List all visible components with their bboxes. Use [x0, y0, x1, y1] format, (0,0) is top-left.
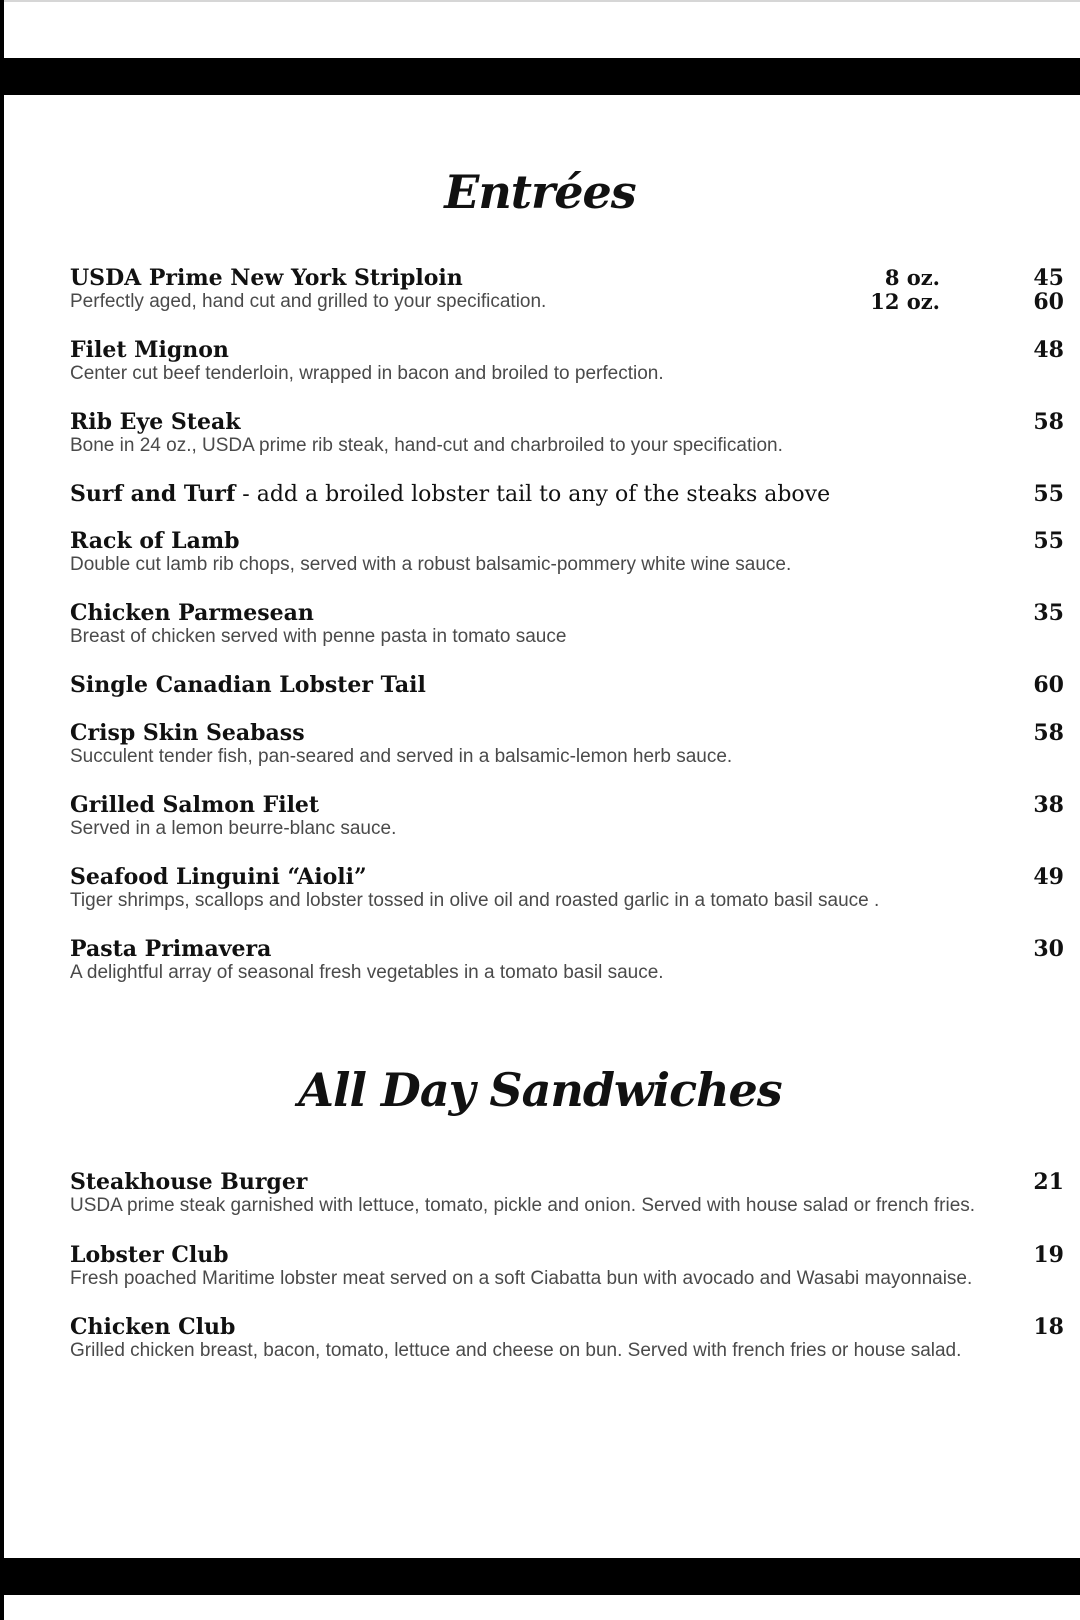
item-price: 49 [1033, 864, 1064, 890]
top-border [0, 0, 1080, 2]
size-label: 8 oz. [884, 265, 940, 290]
left-border [0, 0, 4, 1620]
item-name-main: Surf and Turf [70, 481, 236, 507]
item-price: 45 [1033, 265, 1064, 291]
item-description: Center cut beef tenderloin, wrapped in bacon and broiled to perfection. [70, 363, 664, 384]
menu-item-striploin [70, 265, 1064, 317]
item-description: Bone in 24 oz., USDA prime rib steak, hand-cut and charbroiled to your specification. [70, 435, 783, 456]
menu-item-steakhouse-burger [70, 1169, 1064, 1221]
item-description: Grilled chicken breast, bacon, tomato, lettuce and cheese on bun. Served with french fries or house salad. [70, 1340, 962, 1361]
item-price: 30 [1033, 936, 1064, 962]
item-description: Double cut lamb rib chops, served with a robust balsamic-pommery white wine sauce. [70, 554, 792, 575]
item-name: USDA Prime New York Striploin [70, 265, 463, 291]
menu-item-rack-of-lamb [70, 528, 1064, 580]
top-black-band [0, 58, 1080, 95]
menu-item-salmon [70, 792, 1064, 844]
item-description: Succulent tender fish, pan-seared and served in a balsamic-lemon herb sauce. [70, 746, 733, 767]
item-name: Chicken Parmesean [70, 600, 314, 626]
menu-item-chicken-club [70, 1314, 1064, 1366]
menu-item-surf-and-turf [70, 481, 1064, 511]
item-name: Single Canadian Lobster Tail [70, 672, 426, 698]
item-price: 60 [1033, 672, 1064, 698]
menu-item-seafood-linguini [70, 864, 1064, 916]
item-price: 58 [1033, 409, 1064, 435]
item-name: Grilled Salmon Filet [70, 792, 320, 818]
item-name: Rib Eye Steak [70, 409, 241, 435]
item-price: 55 [1033, 528, 1064, 554]
item-name: Crisp Skin Seabass [70, 720, 305, 746]
sandwiches-heading: All Day Sandwiches [298, 1063, 782, 1117]
entrees-heading: Entrées [444, 165, 636, 219]
menu-item-pasta-primavera [70, 936, 1064, 988]
item-name: Seafood Linguini “Aioli” [70, 864, 367, 890]
menu-item-lobster-tail [70, 672, 1064, 702]
menu-item-filet-mignon [70, 337, 1064, 389]
menu-item-chicken-parmesean [70, 600, 1064, 652]
item-price: 21 [1033, 1169, 1064, 1195]
item-name: Chicken Club [70, 1314, 236, 1340]
item-description: Fresh poached Maritime lobster meat served on a soft Ciabatta bun with avocado and Wasabi mayonnaise. [70, 1268, 973, 1289]
item-price: 38 [1033, 792, 1064, 818]
item-name: Filet Mignon [70, 337, 229, 363]
item-price: 48 [1033, 337, 1064, 363]
item-description: USDA prime steak garnished with lettuce, tomato, pickle and onion. Served with house salad or french fries. [70, 1195, 976, 1216]
item-name [70, 481, 830, 508]
item-description: Breast of chicken served with penne pasta in tomato sauce [70, 626, 567, 647]
item-price: 19 [1033, 1242, 1064, 1268]
item-price: 55 [1033, 481, 1064, 507]
item-name-suffix: - add a broiled lobster tail to any of the steaks above [235, 482, 831, 507]
item-name: Pasta Primavera [70, 936, 272, 962]
menu-item-lobster-club [70, 1242, 1064, 1294]
item-description: Served in a lemon beurre-blanc sauce. [70, 818, 397, 839]
item-description: Perfectly aged, hand cut and grilled to your specification. [70, 291, 547, 312]
menu-item-rib-eye [70, 409, 1064, 461]
menu-item-seabass [70, 720, 1064, 772]
bottom-black-band [0, 1558, 1080, 1595]
size-label: 12 oz. [870, 289, 940, 314]
item-name: Rack of Lamb [70, 528, 240, 554]
item-name: Steakhouse Burger [70, 1169, 308, 1195]
item-price: 18 [1033, 1314, 1064, 1340]
item-description: A delightful array of seasonal fresh vegetables in a tomato basil sauce. [70, 962, 664, 983]
item-price: 35 [1033, 600, 1064, 626]
item-description: Tiger shrimps, scallops and lobster tossed in olive oil and roasted garlic in a tomato basil sauce . [70, 890, 880, 911]
item-price: 58 [1033, 720, 1064, 746]
item-name: Lobster Club [70, 1242, 229, 1268]
item-price: 60 [1033, 289, 1064, 315]
